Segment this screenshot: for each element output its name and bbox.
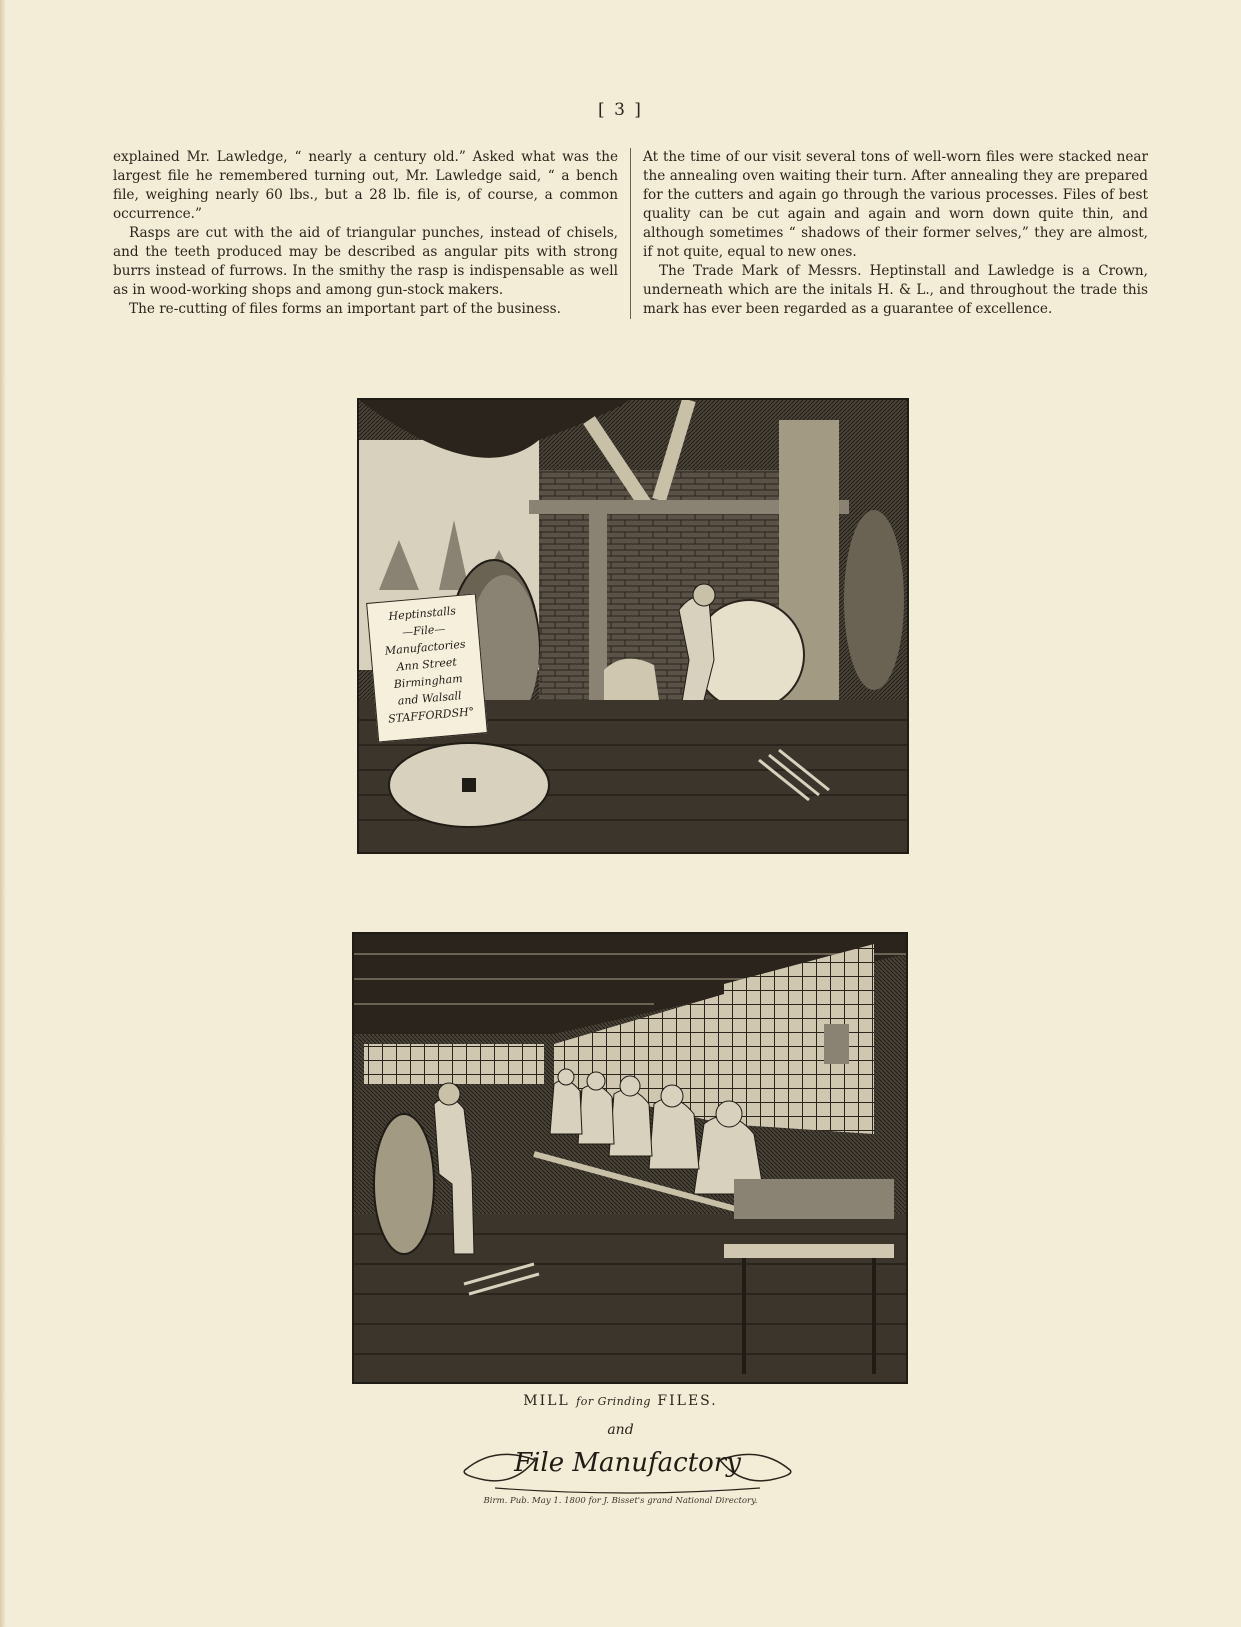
left-column	[113, 148, 631, 319]
paragraph: The Trade Mark of Messrs. Heptinstall and Lawledge is a Crown, underneath which are the initals H. & L., and throughout the trade this mark has ever been regarded as a guarantee of excellence.	[643, 263, 1148, 317]
caption-and: and	[607, 1422, 634, 1438]
mill-illustration	[354, 934, 906, 1382]
sign-line: —File—	[401, 622, 446, 639]
sign-line: STAFFORDSH°	[387, 705, 475, 726]
sign-line: Birmingham	[393, 671, 464, 691]
page-edge	[0, 0, 6, 1627]
page-number: [ 3 ]	[598, 100, 643, 120]
caption-script	[455, 1440, 800, 1494]
paragraph: The re-cutting of files forms an important part of the business.	[129, 301, 561, 317]
paragraph: At the time of our visit several tons of well-worn files were stacked near the annealing oven waiting their turn. After annealing they are prepared for the cutters and again go through the various processes. Files of best quality can be cut again and again and worn down quite thin, and although sometimes “ shadows of their former selves,” they are almost, if not quite, equal to new ones.	[643, 149, 1148, 260]
text-columns	[113, 148, 1148, 319]
caption-for-grinding: for Grinding	[576, 1395, 651, 1408]
caption-imprint: Birm. Pub. May 1. 1800 for J. Bisset's grand National Directory.	[483, 1496, 758, 1506]
caption-mill: MILL	[523, 1393, 570, 1409]
sign-line: Manufactories	[384, 637, 467, 658]
trade-sign	[366, 593, 488, 742]
right-column	[631, 148, 1148, 319]
paragraph: Rasps are cut with the aid of triangular punches, instead of chisels, and the teeth produced may be described as angular pits with strong burrs instead of furrows. In the smithy the rasp is indispensable as well as in wood-working shops and among gun-stock makers.	[113, 225, 618, 298]
sign-line: Heptinstalls	[388, 604, 457, 624]
paragraph: explained Mr. Lawledge, “ nearly a century old.” Asked what was the largest file he remembered turning out, Mr. Lawledge said, “ a bench file, weighing nearly 60 lbs., but a 28 lb. file is, of course, a common occurrence.”	[113, 149, 618, 222]
sign-line: Ann Street	[396, 655, 458, 674]
caption-file-manufactory: File Manufactory	[514, 1448, 741, 1478]
caption-title	[0, 1393, 1241, 1409]
engraving-mill	[352, 932, 908, 1384]
caption-files: FILES.	[657, 1393, 718, 1409]
sign-line: and Walsall	[397, 689, 463, 708]
